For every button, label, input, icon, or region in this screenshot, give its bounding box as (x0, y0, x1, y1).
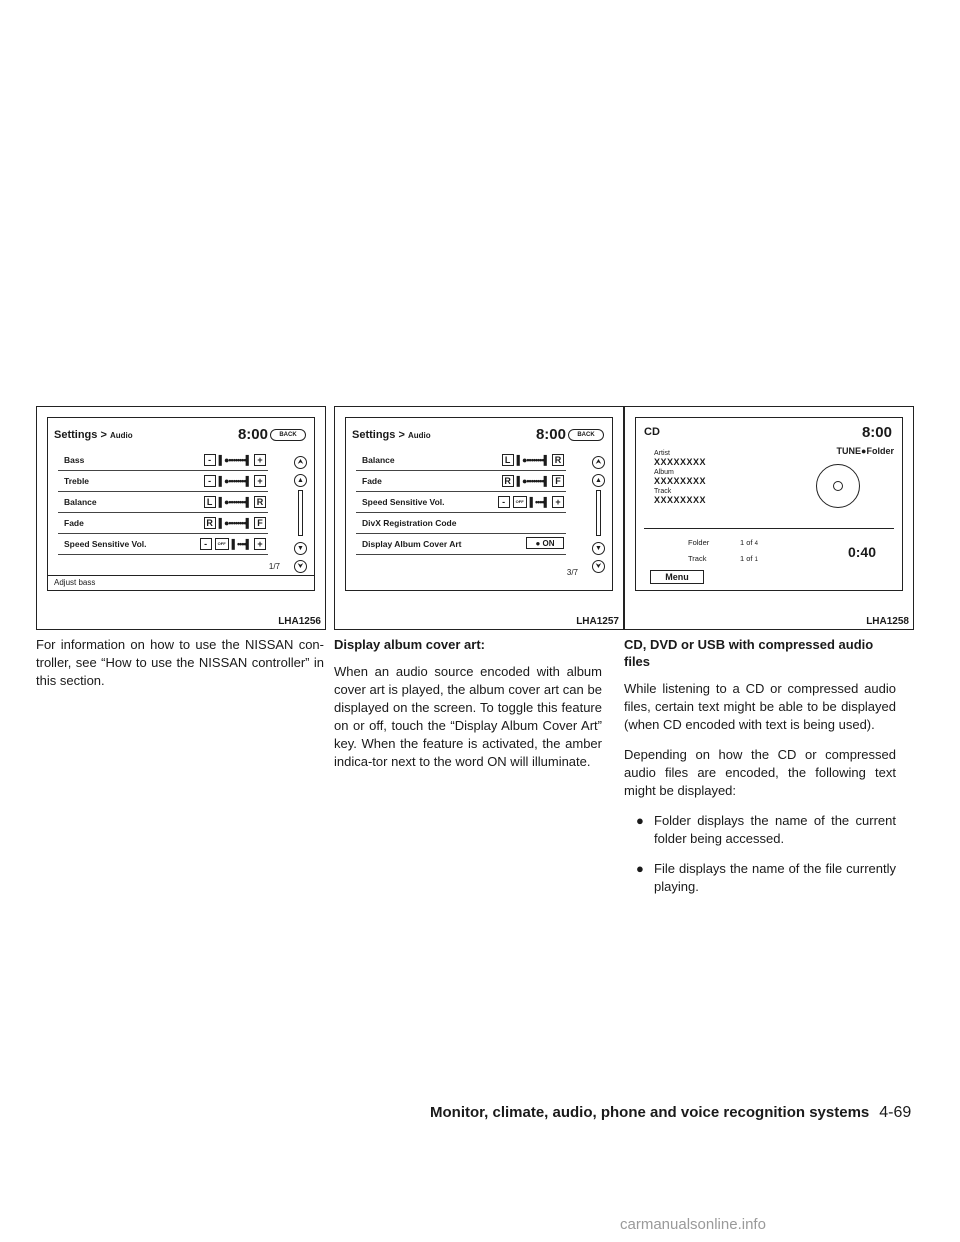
list-item: Fade R ▌●••••••••▌ F (356, 471, 566, 492)
scroll-top-icon: ⮝ (592, 456, 605, 469)
scroll-bottom-icon: ⮟ (592, 560, 605, 573)
watermark: carmanualsonline.info (620, 1216, 766, 1233)
left-key: L (204, 496, 216, 508)
page-indicator: 1/7 (268, 562, 280, 571)
list-item: Treble - ▌●••••••••▌ + (58, 471, 268, 492)
level-indicator: ▌••••▌ (529, 497, 549, 507)
settings-list (356, 450, 566, 555)
scroll-down-icon: ▼ (592, 542, 605, 555)
screen-header (54, 426, 306, 444)
back-button: BACK (270, 429, 306, 441)
settings-list (58, 450, 268, 555)
bullet-icon: ● (636, 861, 644, 876)
scroll-up-icon: ▲ (294, 474, 307, 487)
front-key: F (552, 475, 564, 487)
rear-key: R (502, 475, 514, 487)
list-item: Display Album Cover Art ● ON (356, 534, 566, 555)
right-key: R (254, 496, 266, 508)
off-indicator: OFF (513, 496, 527, 508)
level-indicator: ▌••••▌ (231, 539, 251, 549)
scroll-top-icon: ⮝ (294, 456, 307, 469)
clock: 8:00 (861, 424, 892, 441)
level-indicator: ▌●••••••••▌ (218, 455, 251, 465)
off-indicator: OFF (215, 538, 229, 550)
play-time: 0:40 (847, 544, 876, 560)
level-indicator: ▌●••••••••▌ (516, 476, 549, 486)
level-indicator: ▌●••••••••▌ (218, 476, 251, 486)
folder-label: Folder (688, 538, 710, 547)
figure-label: LHA1257 (576, 616, 619, 627)
clock: 8:00 (535, 426, 566, 443)
clock: 8:00 (237, 426, 268, 443)
column-3 (624, 636, 896, 908)
level-indicator: ▌●••••••••▌ (516, 455, 549, 465)
decrease-key: - (204, 475, 216, 487)
left-key: L (502, 454, 514, 466)
front-key: F (254, 517, 266, 529)
scroll-track (596, 490, 601, 536)
section-title: Monitor, climate, audio, phone and voice recognition systems (430, 1104, 870, 1121)
breadcrumb: Settings > Audio (352, 429, 431, 441)
folder-value: 1 of 4 (740, 538, 758, 547)
track-label: Track (688, 554, 707, 563)
list-item: Speed Sensitive Vol. - OFF ▌••••▌ + (356, 492, 566, 513)
list-item: Balance L ▌●••••••••▌ R (356, 450, 566, 471)
list-item: ● Folder displays the name of the current folder being accessed. (636, 813, 896, 846)
figure-label: LHA1258 (866, 616, 909, 627)
cd-screen (635, 417, 903, 591)
knob-icon: ● (861, 446, 867, 456)
scrollbar (592, 456, 606, 574)
figure-lha1256 (36, 406, 326, 630)
scroll-track (298, 490, 303, 536)
page-indicator: 3/7 (566, 568, 578, 577)
paragraph: When an audio source encoded with album cover art is played, the album cover art can be displayed on the screen. To toggle this feature on or off, touch the “Display Album Cover Art” key. When the feature is activated, the amber indica-tor next to the word ON will illuminate. (334, 664, 602, 769)
figure-lha1258 (624, 406, 914, 630)
list-item: Balance L ▌●••••••••▌ R (58, 492, 268, 513)
bullet-icon: ● (636, 813, 644, 828)
scrollbar (294, 456, 308, 574)
figure-lha1257 (334, 406, 624, 630)
list-item: Bass - ▌●••••••••▌ + (58, 450, 268, 471)
section-heading: Display album cover art: (334, 637, 485, 652)
tune-folder-label: TUNE●Folder (836, 446, 894, 456)
scroll-up-icon: ▲ (592, 474, 605, 487)
list-item: Fade R ▌●••••••••▌ F (58, 513, 268, 534)
paragraph: For information on how to use the NISSAN con-troller, see “How to use the NISSAN controller” in this section. (36, 637, 324, 688)
paragraph: While listening to a CD or compressed audio files, certain text might be able to be displayed (when CD encoded with text is being used). (624, 681, 896, 732)
increase-key: + (552, 496, 564, 508)
breadcrumb: Settings > Audio (54, 429, 133, 441)
audio-settings-screen (47, 417, 315, 591)
list-item: DivX Registration Code (356, 513, 566, 534)
audio-settings-screen (345, 417, 613, 591)
decrease-key: - (204, 454, 216, 466)
level-indicator: ▌●••••••••▌ (218, 497, 251, 507)
column-1 (36, 636, 324, 702)
back-button: BACK (568, 429, 604, 441)
track-metadata: Artist XXXXXXXX Album XXXXXXXX Track XXXXXXXX (654, 450, 707, 505)
divider (644, 528, 894, 529)
menu-button: Menu (650, 570, 704, 584)
page-number: 4-69 (879, 1104, 912, 1121)
increase-key: + (254, 475, 266, 487)
disc-icon (816, 464, 860, 508)
right-key: R (552, 454, 564, 466)
increase-key: + (254, 538, 266, 550)
help-bar: Adjust bass (48, 575, 314, 590)
decrease-key: - (498, 496, 510, 508)
section-heading: CD, DVD or USB with compressed audio files (624, 637, 874, 669)
list-item: ● File displays the name of the file currently playing. (636, 861, 896, 894)
figure-label: LHA1256 (278, 616, 321, 627)
increase-key: + (254, 454, 266, 466)
screen-header (352, 426, 604, 444)
level-indicator: ▌●••••••••▌ (218, 518, 251, 528)
column-2 (334, 636, 602, 783)
decrease-key: - (200, 538, 212, 550)
paragraph: Depending on how the CD or compressed audio files are encoded, the following text might be displayed: (624, 747, 896, 798)
rear-key: R (204, 517, 216, 529)
scroll-down-icon: ▼ (294, 542, 307, 555)
list-item: Speed Sensitive Vol. - OFF ▌••••▌ + (58, 534, 268, 555)
source-title: CD (644, 426, 660, 438)
page-footer (430, 1104, 911, 1122)
scroll-bottom-icon: ⮟ (294, 560, 307, 573)
on-indicator: ● ON (526, 537, 564, 549)
track-value: 1 of 1 (740, 554, 758, 563)
